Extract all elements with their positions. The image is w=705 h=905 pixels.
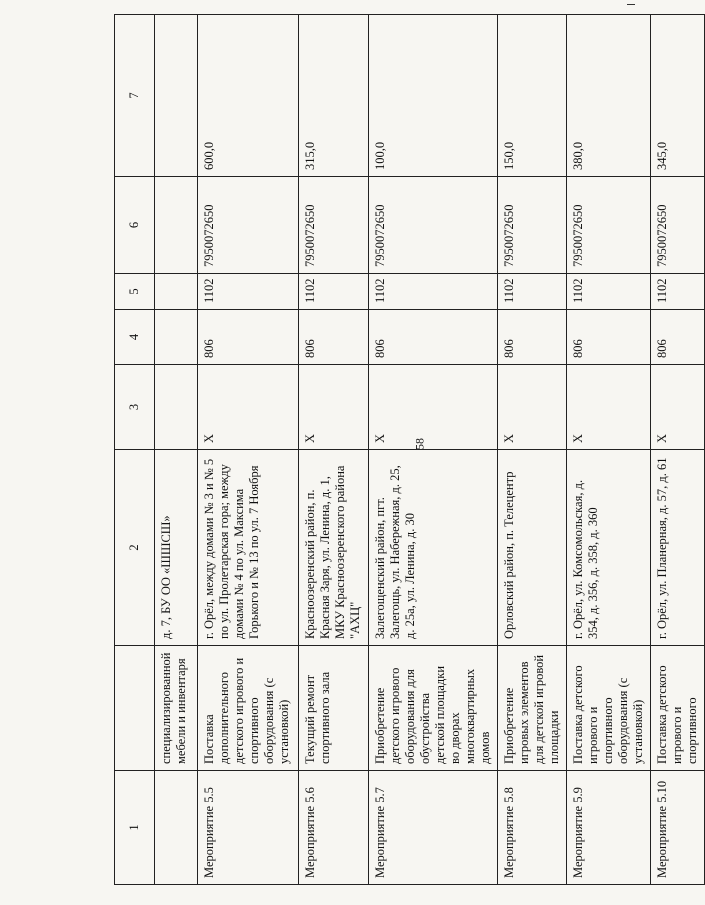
address-cell: Орловский район, п. Телецентр: [498, 450, 567, 646]
section-cell: [155, 274, 198, 310]
code-cell: [155, 310, 198, 365]
article-cell: [155, 177, 198, 274]
event-name-cell: специализированной мебели и инвентаря: [155, 646, 198, 771]
mark-cell: X: [198, 365, 299, 450]
event-id-cell: [155, 771, 198, 885]
article-cell: 7950072650: [651, 177, 705, 274]
header-cell: 3: [115, 365, 155, 450]
table-row: [369, 15, 498, 885]
amount-cell: 150,0: [498, 15, 567, 177]
section-cell: 1102: [198, 274, 299, 310]
budget-table: [114, 14, 705, 885]
address-cell: Красноозеренский район, п. Красная Заря, ул. Ленина, д. 1, МКУ Красноозеренского района "АХЦ": [299, 450, 369, 646]
header-cell: 7: [115, 15, 155, 177]
code-cell: 806: [498, 310, 567, 365]
address-cell: д. 7, БУ ОО «ШШСШ»: [155, 450, 198, 646]
table-row: [651, 15, 705, 885]
mark-cell: X: [651, 365, 705, 450]
header-cell: 6: [115, 177, 155, 274]
event-name-cell: Приобретение игровых элементов для детской игровой площадки: [498, 646, 567, 771]
amount-cell: [155, 15, 198, 177]
code-cell: 806: [369, 310, 498, 365]
header-cell: 4: [115, 310, 155, 365]
amount-cell: 100,0: [369, 15, 498, 177]
event-id-cell: Мероприятие 5.8: [498, 771, 567, 885]
section-cell: 1102: [369, 274, 498, 310]
article-cell: 7950072650: [369, 177, 498, 274]
code-cell: 806: [567, 310, 651, 365]
event-id-cell: Мероприятие 5.7: [369, 771, 498, 885]
event-name-cell: Текущий ремонт спортивного зала: [299, 646, 369, 771]
code-cell: 806: [299, 310, 369, 365]
table-row: [299, 15, 369, 885]
event-id-cell: Мероприятие 5.9: [567, 771, 651, 885]
table-row: [198, 15, 299, 885]
event-name-cell: Поставка детского игрового и спортивного: [651, 646, 705, 771]
event-name-cell: Поставка дополнительного детского игрового и спортивного оборудования (с установкой): [198, 646, 299, 771]
mark-cell: X: [369, 365, 498, 450]
mark-cell: X: [299, 365, 369, 450]
code-cell: 806: [198, 310, 299, 365]
budget-table-wrapper: [114, 15, 699, 885]
event-name-cell: Приобретение детского игрового оборудования для обустройства детской площадки во дворах многоквартирных домов: [369, 646, 498, 771]
corner-mark: [627, 4, 635, 5]
header-cell: 1: [115, 771, 155, 885]
amount-cell: 315,0: [299, 15, 369, 177]
table-row: [567, 15, 651, 885]
mark-cell: X: [567, 365, 651, 450]
table-row: [498, 15, 567, 885]
address-cell: г. Орёл, ул. Планерная, д. 57, д. 61: [651, 450, 705, 646]
mark-cell: [155, 365, 198, 450]
article-cell: 7950072650: [299, 177, 369, 274]
header-cell: 5: [115, 274, 155, 310]
mark-cell: X: [498, 365, 567, 450]
amount-cell: 345,0: [651, 15, 705, 177]
section-cell: 1102: [567, 274, 651, 310]
table-row: [155, 15, 198, 885]
address-cell: Залегощенский район, пгт. Залегощь, ул. Набережная, д. 25, д. 25а, ул. Ленина, д. 30: [369, 450, 498, 646]
header-cell: [115, 646, 155, 771]
address-cell: г. Орёл, между домами № 3 и № 5 по ул. Пролетарская гора; между домами № 4 по ул. Максима Горького и № 13 по ул. 7 Ноября: [198, 450, 299, 646]
event-id-cell: Мероприятие 5.10: [651, 771, 705, 885]
amount-cell: 600,0: [198, 15, 299, 177]
article-cell: 7950072650: [567, 177, 651, 274]
section-cell: 1102: [651, 274, 705, 310]
amount-cell: 380,0: [567, 15, 651, 177]
code-cell: 806: [651, 310, 705, 365]
article-cell: 7950072650: [198, 177, 299, 274]
table-header-row: [115, 15, 155, 885]
event-id-cell: Мероприятие 5.6: [299, 771, 369, 885]
event-id-cell: Мероприятие 5.5: [198, 771, 299, 885]
header-cell: 2: [115, 450, 155, 646]
article-cell: 7950072650: [498, 177, 567, 274]
section-cell: 1102: [498, 274, 567, 310]
event-name-cell: Поставка детского игрового и спортивного оборудования (с установкой): [567, 646, 651, 771]
section-cell: 1102: [299, 274, 369, 310]
page-number: 58: [412, 438, 427, 450]
address-cell: г. Орёл, ул. Комсомольская, д. 354, д. 356, д. 358, д. 360: [567, 450, 651, 646]
